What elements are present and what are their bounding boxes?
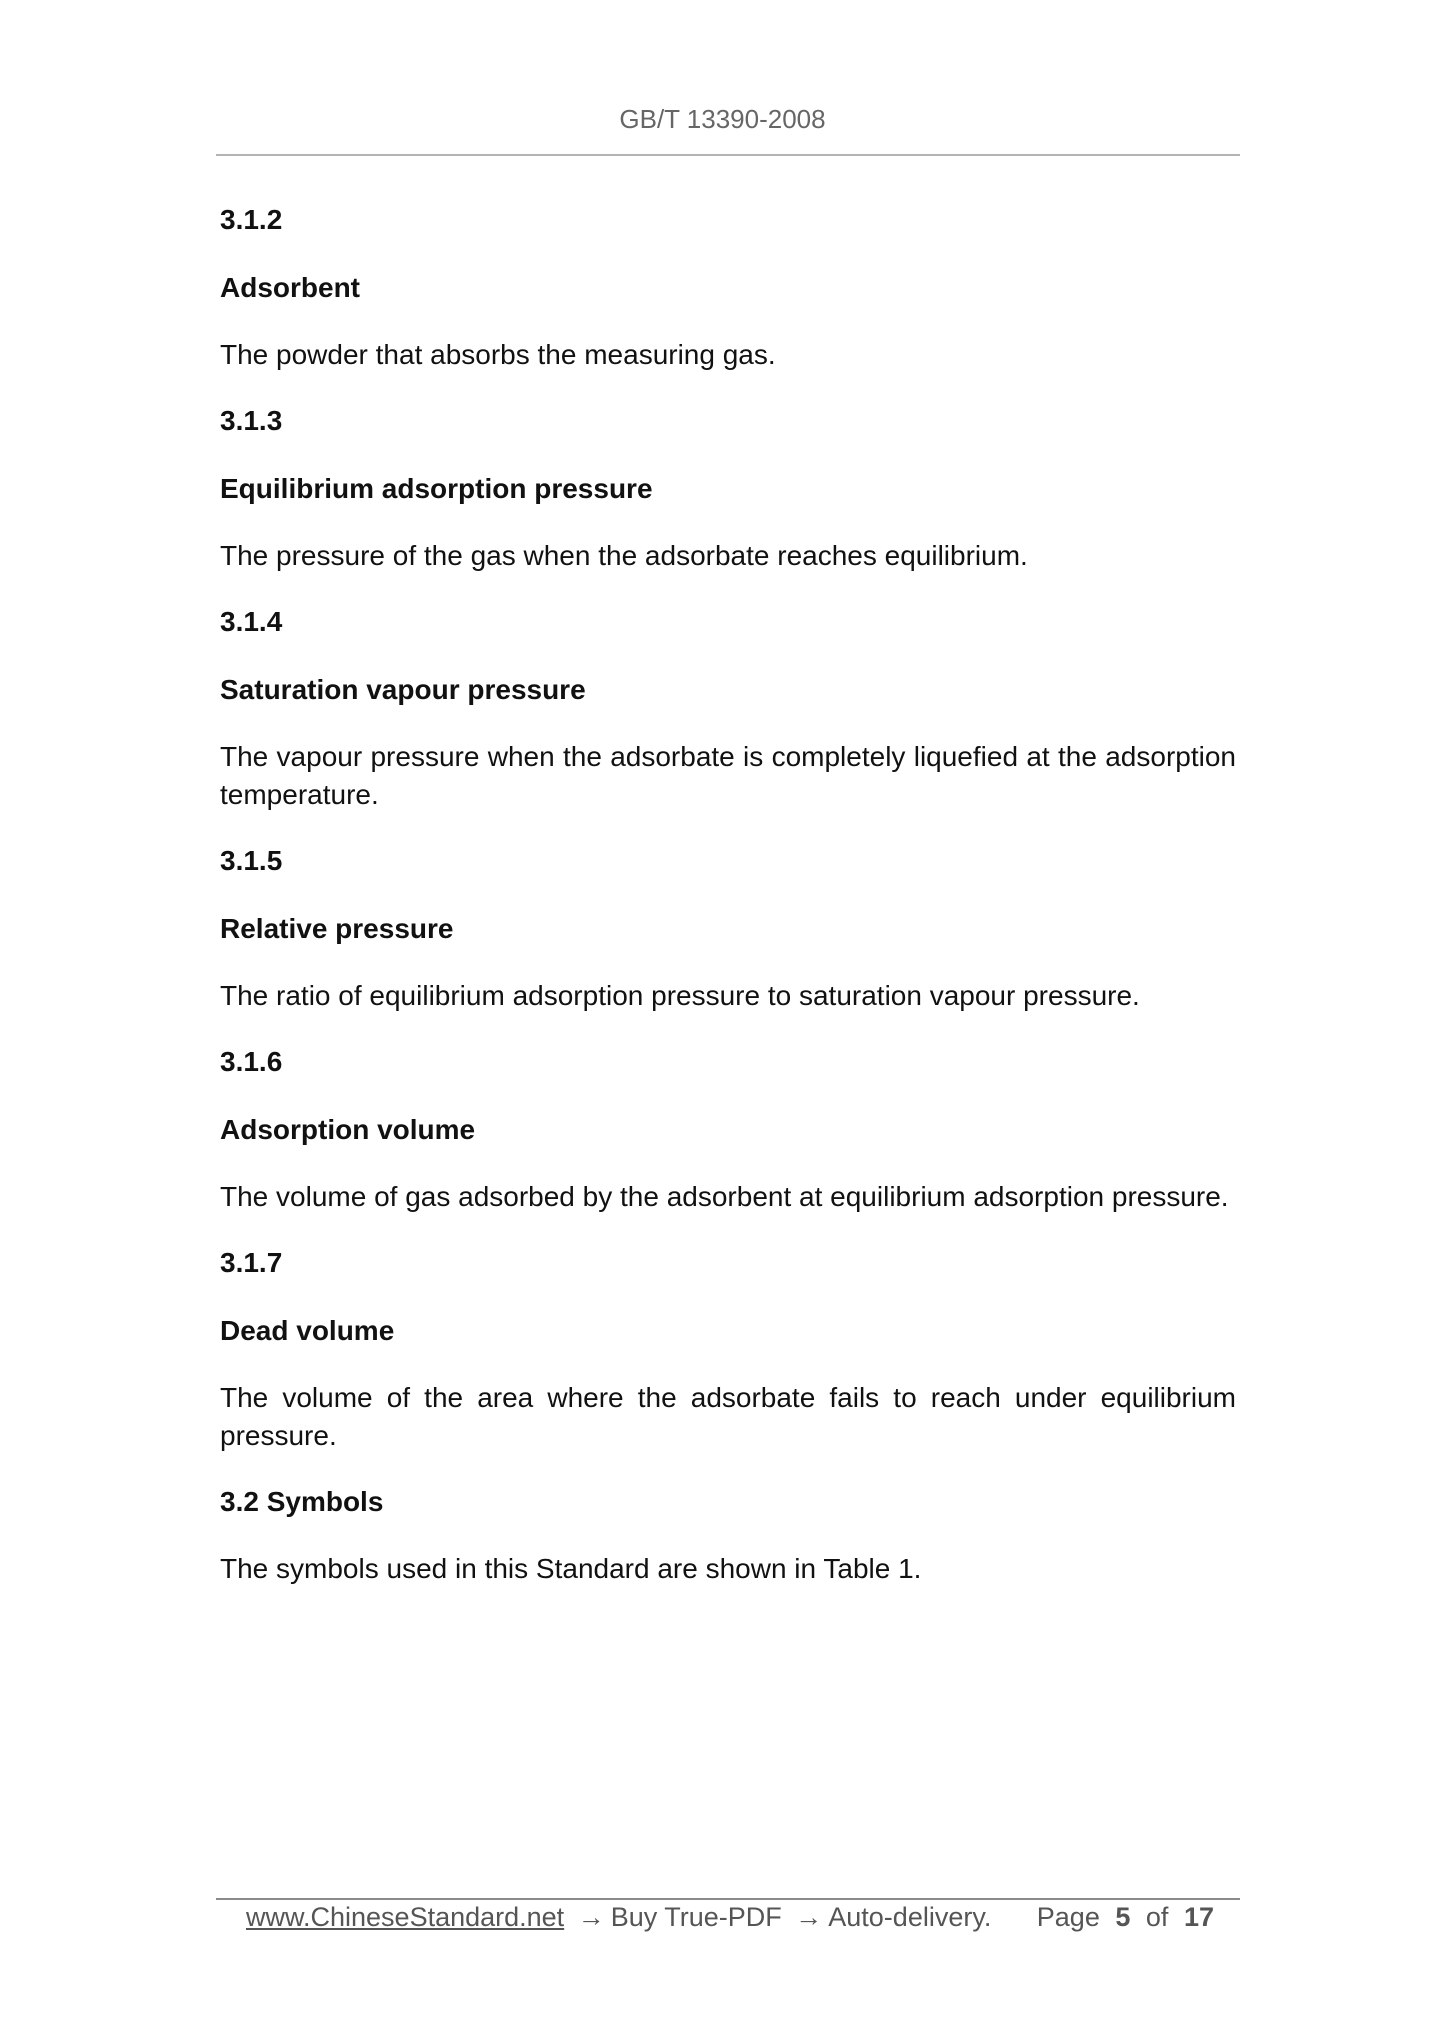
page-label: Page	[1036, 1902, 1100, 1932]
symbols-section	[220, 1482, 1236, 1588]
definition-entry	[220, 200, 1236, 401]
clause-number: 3.1.6	[220, 1046, 283, 1077]
of-label: of	[1145, 1902, 1169, 1932]
term-heading: Relative pressure	[220, 913, 454, 944]
document-body	[220, 200, 1236, 1588]
clause-number: 3.1.7	[220, 1247, 283, 1278]
term-heading: Adsorption volume	[220, 1114, 476, 1145]
footer-links	[246, 1902, 991, 1933]
section-heading: 3.2 Symbols	[220, 1486, 384, 1517]
clause-number: 3.1.2	[220, 204, 283, 235]
definition-entry	[220, 841, 1236, 1042]
clause-number: 3.1.3	[220, 405, 283, 436]
term-heading: Equilibrium adsorption pressure	[220, 473, 653, 504]
clause-number: 3.1.5	[220, 845, 283, 876]
term-heading: Dead volume	[220, 1315, 395, 1346]
section-text: The symbols used in this Standard are shown in Table 1.	[220, 1553, 922, 1584]
current-page-number: 5	[1115, 1902, 1131, 1932]
term-definition: The volume of the area where the adsorbate fails to reach under equilibrium pressure.	[220, 1382, 1236, 1451]
definition-entry	[220, 1042, 1236, 1243]
term-definition: The pressure of the gas when the adsorbate reaches equilibrium.	[220, 540, 1028, 571]
buy-true-pdf-text: Buy True-PDF	[610, 1902, 782, 1932]
clause-number: 3.1.4	[220, 606, 283, 637]
page-footer	[216, 1902, 1240, 1946]
term-definition: The vapour pressure when the adsorbate is completely liquefied at the adsorption temperature.	[220, 741, 1236, 810]
term-definition: The ratio of equilibrium adsorption pressure to saturation vapour pressure.	[220, 980, 1140, 1011]
term-definition: The volume of gas adsorbed by the adsorbent at equilibrium adsorption pressure.	[220, 1181, 1229, 1212]
footer-divider	[216, 1898, 1240, 1900]
arrow-right-icon: →	[795, 1902, 823, 1932]
site-link[interactable]: www.ChineseStandard.net	[246, 1902, 565, 1932]
page-indicator	[1037, 1902, 1214, 1933]
header-divider	[216, 154, 1240, 156]
total-pages-number: 17	[1183, 1902, 1214, 1932]
auto-delivery-text: Auto-delivery.	[828, 1902, 992, 1932]
term-heading: Adsorbent	[220, 272, 360, 303]
definition-entry	[220, 1243, 1236, 1482]
term-heading: Saturation vapour pressure	[220, 674, 586, 705]
term-definition: The powder that absorbs the measuring gas.	[220, 339, 776, 370]
definition-entry	[220, 401, 1236, 602]
document-code-header: GB/T 13390-2008	[619, 104, 826, 134]
arrow-right-icon: →	[577, 1902, 605, 1932]
definition-entry	[220, 602, 1236, 841]
